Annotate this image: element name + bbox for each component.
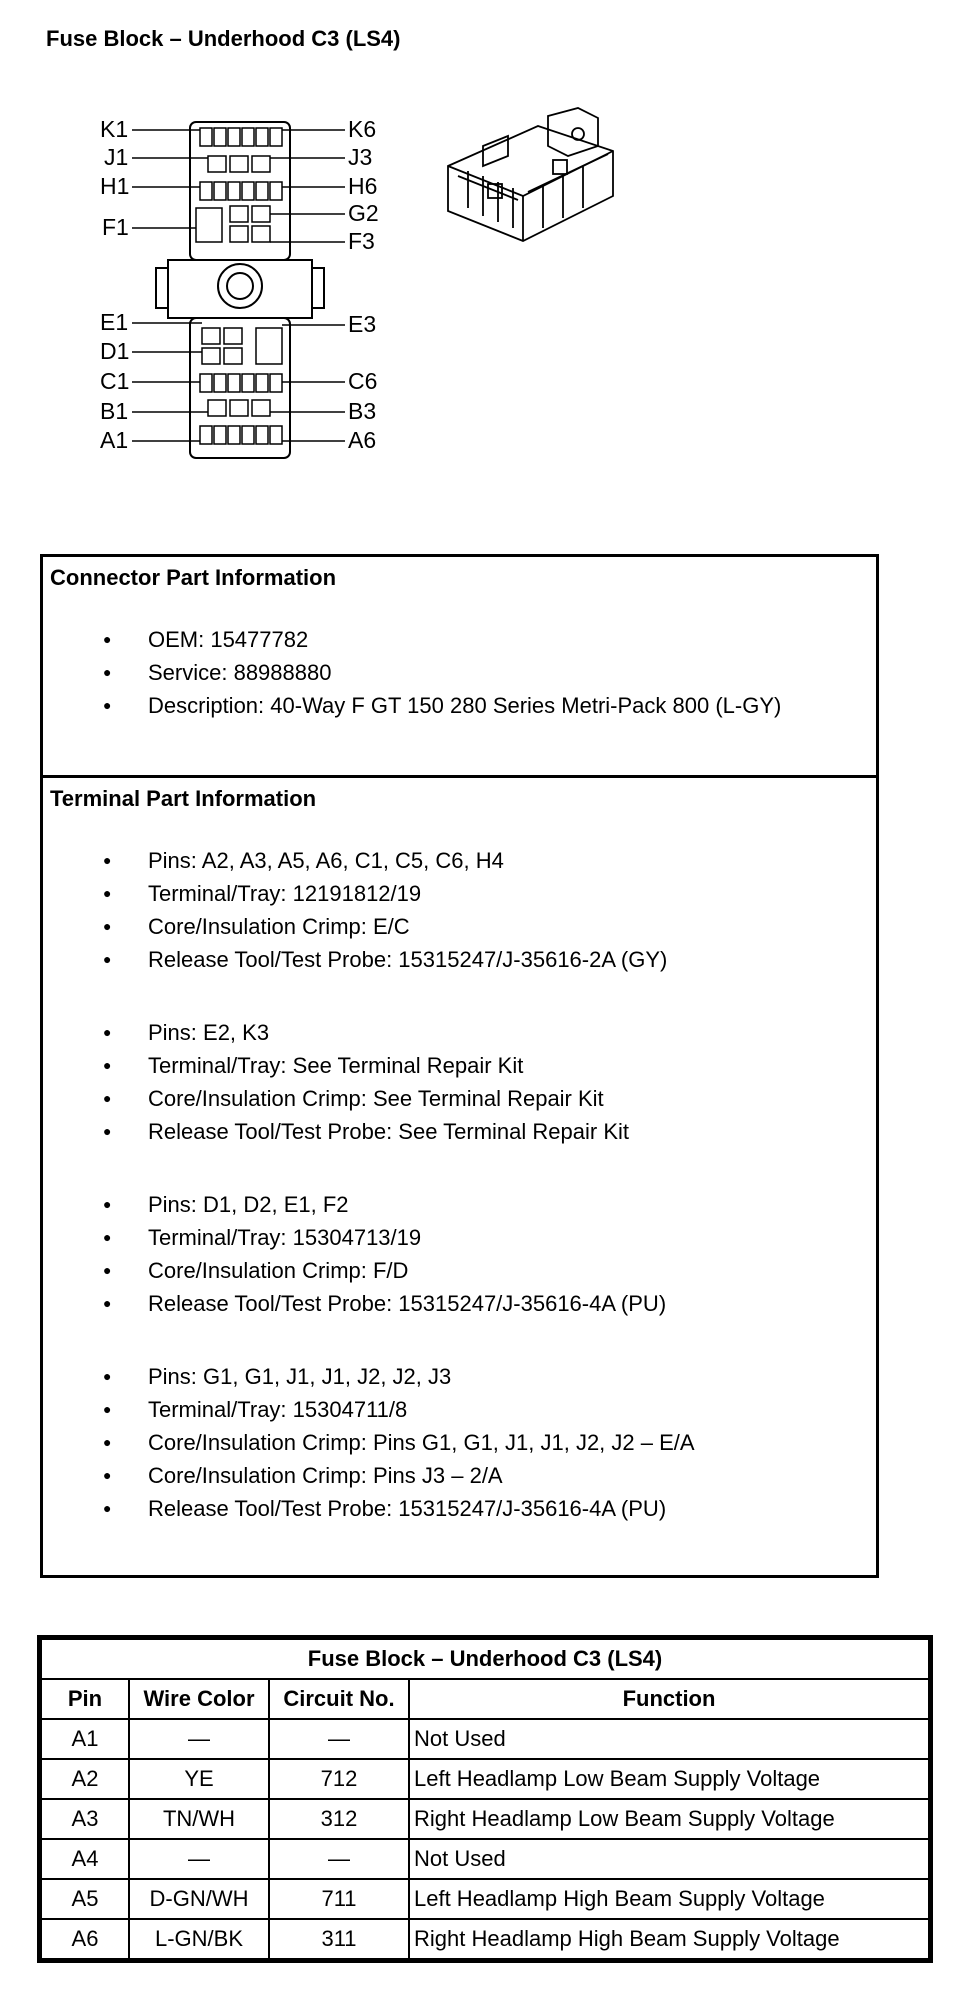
- connector-isometric-svg: [428, 96, 628, 256]
- list-item: ● Core/Insulation Crimp: E/C: [50, 910, 876, 943]
- function-cell: Not Used: [409, 1719, 929, 1759]
- function-cell: Not Used: [409, 1839, 929, 1879]
- pin-label: H6: [348, 173, 378, 199]
- column-header: Pin: [41, 1679, 129, 1719]
- list-item: ● Terminal/Tray: 15304711/8: [50, 1393, 876, 1426]
- pin-label: F1: [102, 214, 129, 240]
- pin-label: J1: [104, 144, 129, 170]
- circuit-cell: 311: [269, 1919, 409, 1959]
- pin-label: E1: [100, 309, 129, 335]
- pin-cell: A3: [41, 1799, 129, 1839]
- bullet-list: [50, 844, 876, 976]
- table-caption: Fuse Block – Underhood C3 (LS4): [41, 1639, 929, 1679]
- table-row: [41, 1759, 929, 1799]
- bullet-list: [50, 623, 876, 722]
- page-title: Fuse Block – Underhood C3 (LS4): [46, 26, 401, 51]
- connector-part-information: [43, 557, 876, 775]
- connector-face-drawing: [90, 108, 430, 463]
- list-item: ● Release Tool/Test Probe: 15315247/J-35616-4A (PU): [50, 1492, 876, 1525]
- list-item: ● Core/Insulation Crimp: Pins G1, G1, J1, J1, J2, J2 – E/A: [50, 1426, 876, 1459]
- circuit-cell: —: [269, 1839, 409, 1879]
- wire-color-cell: D-GN/WH: [129, 1879, 269, 1919]
- pin-label: K1: [100, 116, 129, 142]
- list-item: ● Release Tool/Test Probe: See Terminal Repair Kit: [50, 1115, 876, 1148]
- circuit-cell: 712: [269, 1759, 409, 1799]
- pin-label: G2: [348, 200, 379, 226]
- connector-face-diagram: [90, 108, 430, 463]
- pin-label: F3: [348, 228, 375, 254]
- pin-label: K6: [348, 116, 377, 142]
- terminal-part-information: [43, 775, 876, 1525]
- pinout-table: [40, 1638, 930, 1960]
- list-item: ● Core/Insulation Crimp: See Terminal Repair Kit: [50, 1082, 876, 1115]
- column-header: Function: [409, 1679, 929, 1719]
- pin-cell: A4: [41, 1839, 129, 1879]
- table-row: [41, 1919, 929, 1959]
- function-cell: Right Headlamp Low Beam Supply Voltage: [409, 1799, 929, 1839]
- pin-label: E3: [348, 311, 377, 337]
- pin-label: B3: [348, 398, 377, 424]
- circuit-cell: —: [269, 1719, 409, 1759]
- pin-label: A6: [348, 427, 377, 453]
- section-heading: Connector Part Information: [50, 565, 337, 590]
- list-item: ● Release Tool/Test Probe: 15315247/J-35616-4A (PU): [50, 1287, 876, 1320]
- circuit-cell: 711: [269, 1879, 409, 1919]
- list-item: ● Core/Insulation Crimp: Pins J3 – 2/A: [50, 1459, 876, 1492]
- function-cell: Left Headlamp High Beam Supply Voltage: [409, 1879, 929, 1919]
- part-information-box: [40, 554, 879, 1578]
- bullet-list: [50, 1360, 876, 1525]
- bullet-list: [50, 1188, 876, 1320]
- wire-color-cell: —: [129, 1839, 269, 1879]
- pin-label: C1: [100, 368, 130, 394]
- pin-label: D1: [100, 338, 130, 364]
- connector-isometric-drawing: [428, 96, 628, 256]
- table-row: [41, 1719, 929, 1759]
- circuit-cell: 312: [269, 1799, 409, 1839]
- table-row: [41, 1879, 929, 1919]
- pin-label: A1: [100, 427, 129, 453]
- pin-cell: A2: [41, 1759, 129, 1799]
- list-item: ● Pins: A2, A3, A5, A6, C1, C5, C6, H4: [50, 844, 876, 877]
- list-item: ● OEM: 15477782: [50, 623, 876, 656]
- list-item: ● Pins: D1, D2, E1, F2: [50, 1188, 876, 1221]
- list-item: ● Terminal/Tray: 12191812/19: [50, 877, 876, 910]
- pin-cell: A6: [41, 1919, 129, 1959]
- pin-cell: A5: [41, 1879, 129, 1919]
- function-cell: Left Headlamp Low Beam Supply Voltage: [409, 1759, 929, 1799]
- table-header-row: [41, 1679, 929, 1719]
- list-item: ● Release Tool/Test Probe: 15315247/J-35616-2A (GY): [50, 943, 876, 976]
- pin-label: B1: [100, 398, 129, 424]
- list-item: ● Pins: G1, G1, J1, J1, J2, J2, J3: [50, 1360, 876, 1393]
- function-cell: Right Headlamp High Beam Supply Voltage: [409, 1919, 929, 1959]
- list-item: ● Terminal/Tray: See Terminal Repair Kit: [50, 1049, 876, 1082]
- table-row: [41, 1839, 929, 1879]
- pin-label: H1: [100, 173, 130, 199]
- list-item: ● Description: 40-Way F GT 150 280 Series Metri-Pack 800 (L-GY): [50, 689, 876, 722]
- pin-cell: A1: [41, 1719, 129, 1759]
- bullet-list: [50, 1016, 876, 1148]
- pin-label: C6: [348, 368, 378, 394]
- wire-color-cell: TN/WH: [129, 1799, 269, 1839]
- wire-color-cell: —: [129, 1719, 269, 1759]
- section-heading: Terminal Part Information: [50, 786, 317, 811]
- list-item: ● Terminal/Tray: 15304713/19: [50, 1221, 876, 1254]
- pin-label: J3: [348, 144, 373, 170]
- list-item: ● Service: 88988880: [50, 656, 876, 689]
- wire-color-cell: YE: [129, 1759, 269, 1799]
- column-header: Wire Color: [129, 1679, 269, 1719]
- wire-color-cell: L-GN/BK: [129, 1919, 269, 1959]
- column-header: Circuit No.: [269, 1679, 409, 1719]
- list-item: ● Core/Insulation Crimp: F/D: [50, 1254, 876, 1287]
- table-row: [41, 1799, 929, 1839]
- list-item: ● Pins: E2, K3: [50, 1016, 876, 1049]
